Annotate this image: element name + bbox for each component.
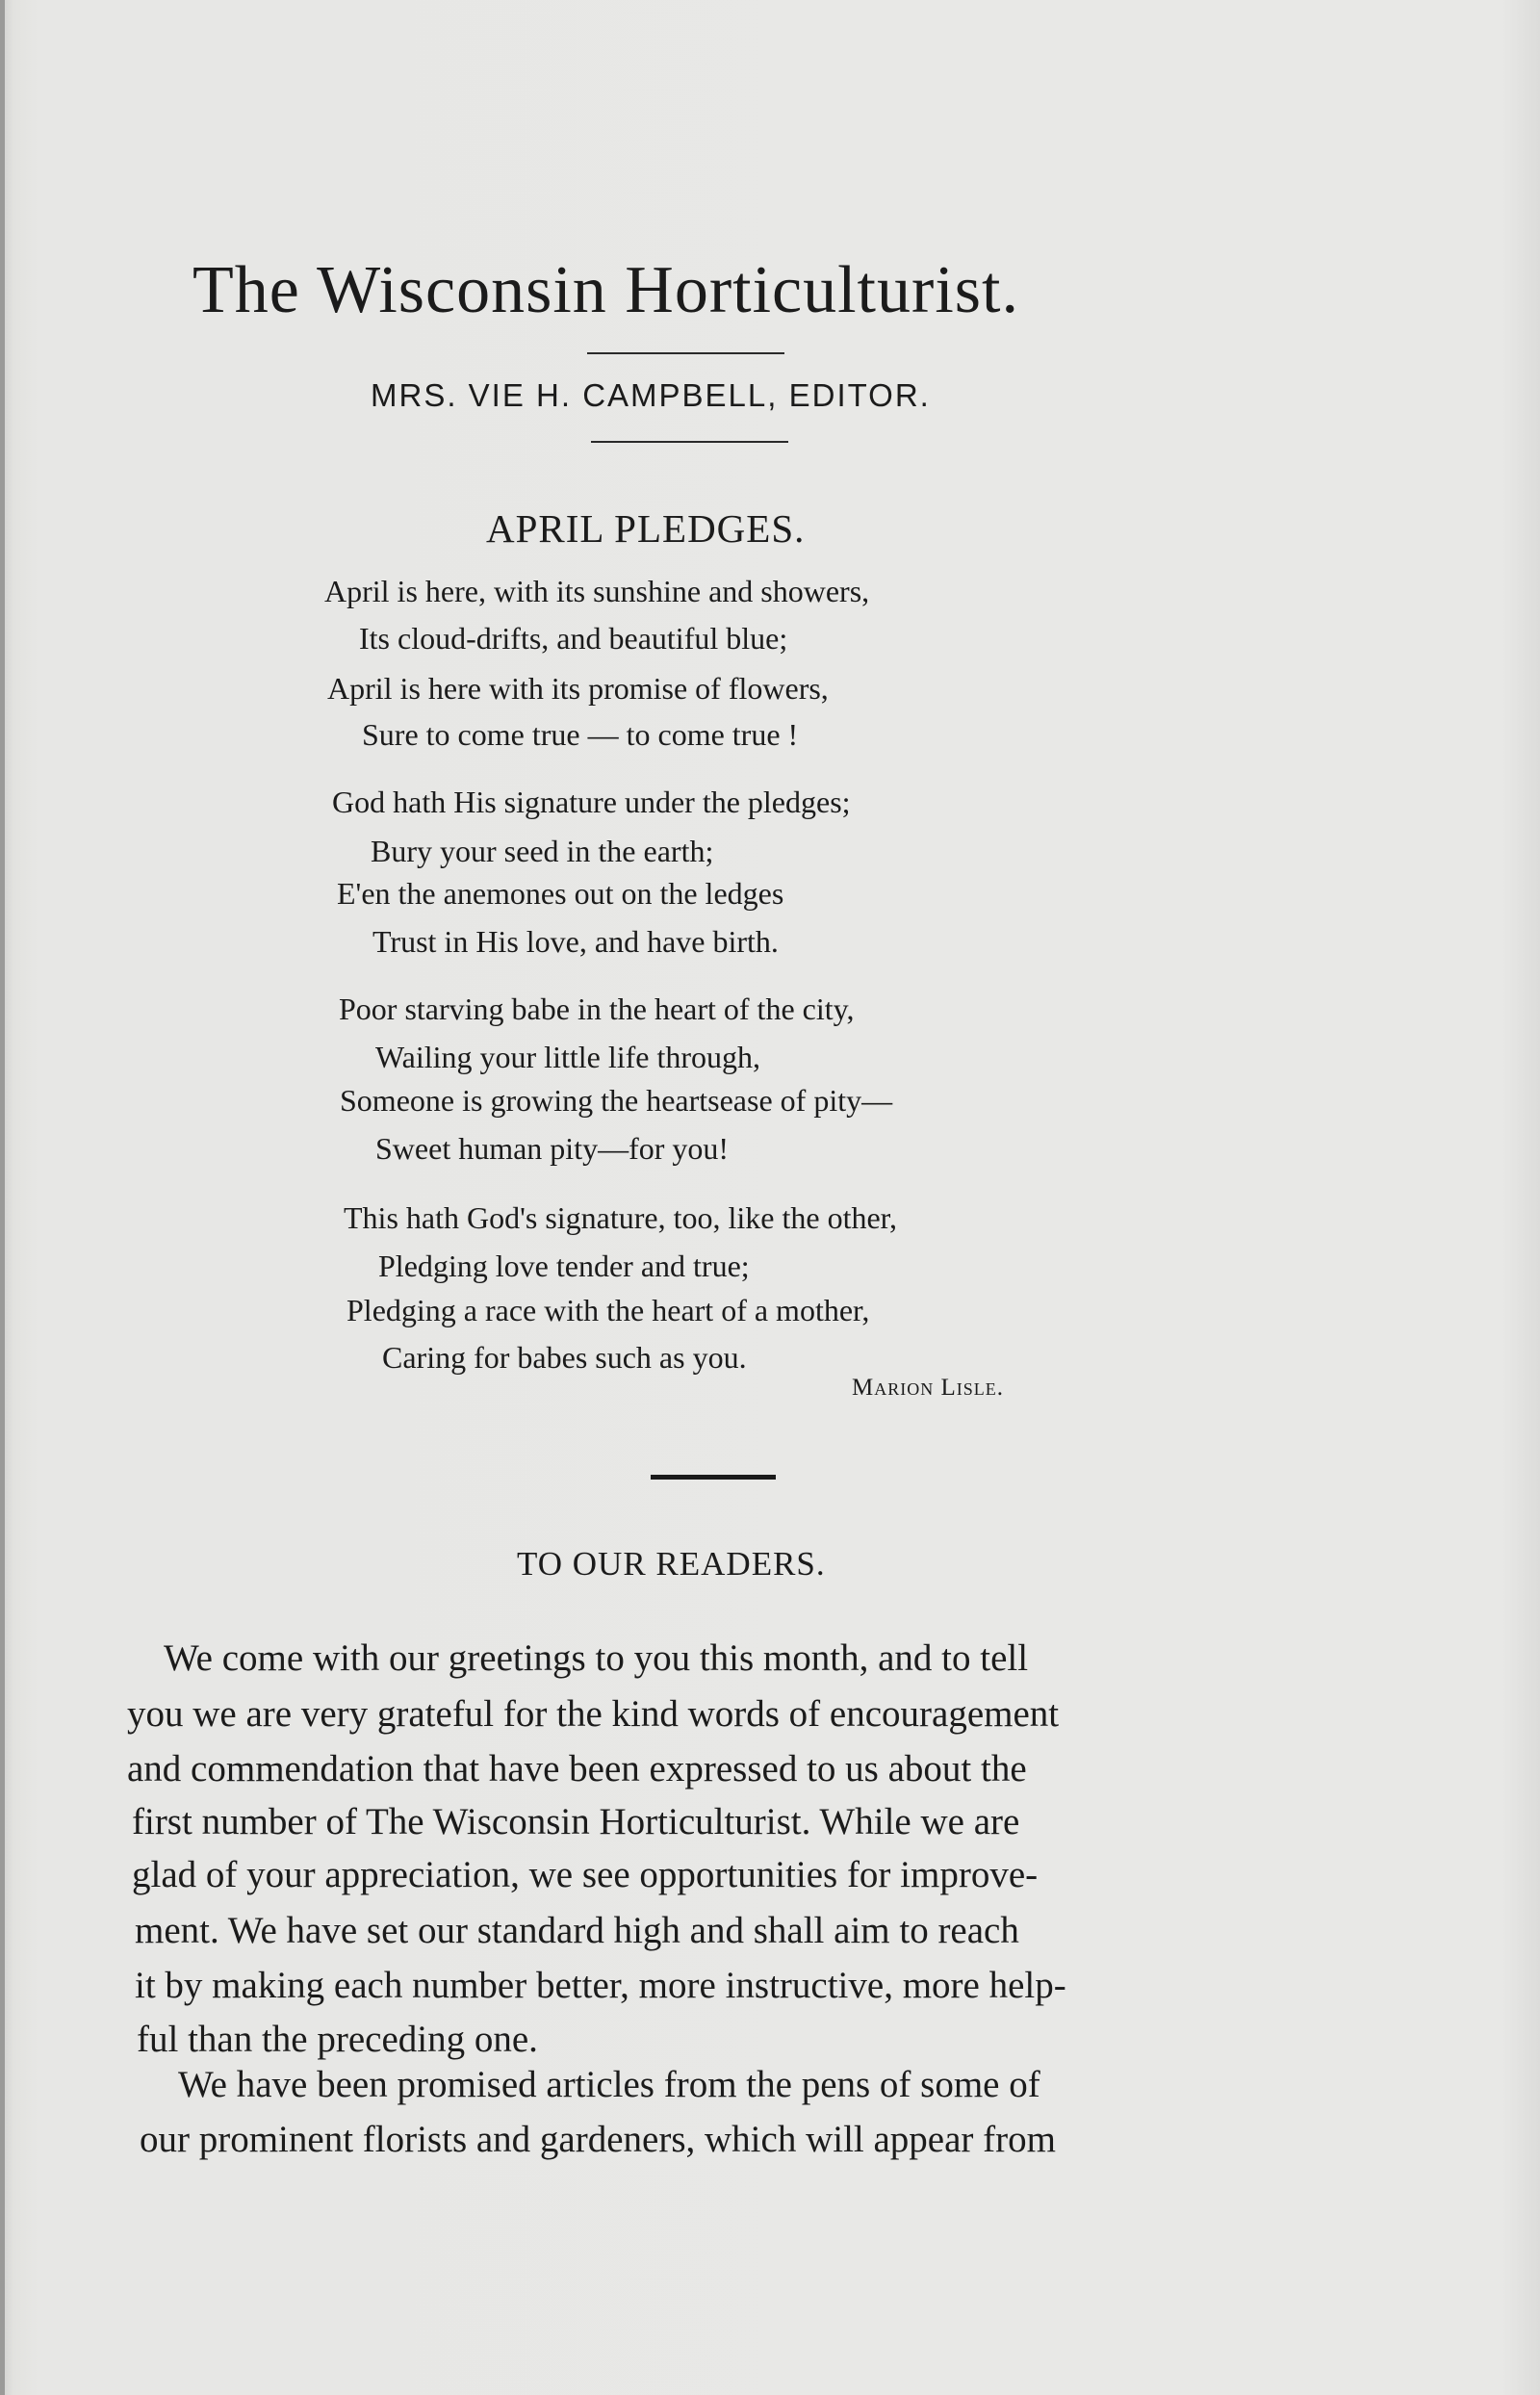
poem-line: Pledging love tender and true;: [378, 1249, 750, 1283]
article-line: and commendation that have been expressed to us about the: [127, 1748, 1027, 1790]
article-line: ful than the preceding one.: [137, 2019, 538, 2060]
poem-line: Bury your seed in the earth;: [371, 834, 714, 868]
article-line: our prominent florists and gardeners, which will appear from: [140, 2119, 1056, 2160]
article-title: TO OUR READERS.: [517, 1545, 826, 1583]
divider-top: [587, 352, 784, 354]
poem-line: This hath God's signature, too, like the other,: [344, 1200, 898, 1235]
article-line: glad of your appreciation, we see opportunities for improve-: [132, 1854, 1039, 1895]
poem-line: Someone is growing the heartsease of pity—: [340, 1083, 893, 1118]
journal-title: The Wisconsin Horticulturist.: [192, 253, 1019, 327]
section-divider: [651, 1475, 776, 1480]
poem-line: Its cloud-drifts, and beautiful blue;: [359, 621, 788, 656]
poem-line: Sure to come true — to come true !: [362, 717, 799, 752]
poem-line: Wailing your little life through,: [375, 1040, 761, 1074]
divider-bottom: [591, 441, 788, 443]
poem-line: April is here with its promise of flowers,: [327, 671, 829, 706]
poem-author: Marion Lisle.: [852, 1375, 1004, 1401]
poem-title: APRIL PLEDGES.: [486, 506, 806, 551]
article-line: you we are very grateful for the kind words of encouragement: [127, 1693, 1060, 1735]
poem-line: E'en the anemones out on the ledges: [337, 876, 784, 911]
poem-line: Poor starving babe in the heart of the city,: [339, 991, 855, 1026]
page-spine: [0, 0, 5, 2395]
poem-line: Pledging a race with the heart of a mother,: [346, 1293, 870, 1327]
article-line: first number of The Wisconsin Horticulturist. While we are: [132, 1801, 1020, 1842]
poem-line: Trust in His love, and have birth.: [372, 924, 779, 959]
article-line: it by making each number better, more instructive, more help-: [135, 1965, 1066, 2006]
poem-line: Sweet human pity—for you!: [375, 1131, 730, 1166]
poem-line: Caring for babes such as you.: [382, 1340, 747, 1375]
article-line: We have been promised articles from the pens of some of: [178, 2064, 1040, 2105]
poem-line: God hath His signature under the pledges;: [332, 785, 851, 819]
article-line: We come with our greetings to you this month, and to tell: [164, 1637, 1029, 1679]
poem-line: April is here, with its sunshine and showers,: [324, 574, 870, 608]
article-line: ment. We have set our standard high and shall aim to reach: [135, 1910, 1019, 1951]
editor-line: MRS. VIE H. CAMPBELL, EDITOR.: [371, 377, 931, 413]
